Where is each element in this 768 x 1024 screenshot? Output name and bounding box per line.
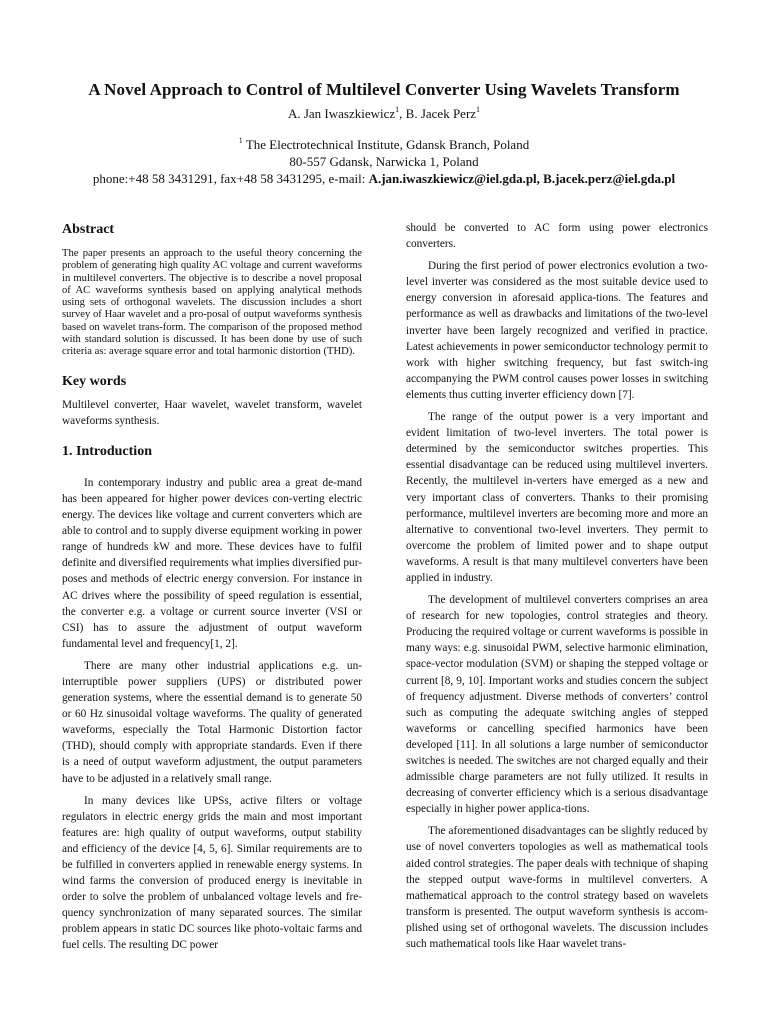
contact-emails: A.jan.iwaszkiewicz@iel.gda.pl, B.jacek.perz@iel.gda.pl [368,171,676,186]
intro-paragraph-5: The range of the output power is a very important and evident limitation of two-level inverters. The total power is determined by the semiconductor switches properties. This essential disadvantage can be reduced using multilevel inverters. Recently, the multilevel in-verters have emerged as a new and very important class of converters. Thanks to their promising performance, multilevel inverters are becoming more and more an alternative to conventional two-level inverters. They permit to overcome the problem of limited power and to shape output waveforms. A result is that many multilevel converters have been applied in industry. [406,411,708,584]
abstract-text: The paper presents an approach to the useful theory concerning the problem of generating high quality AC voltage and current waveforms in multilevel converters. The objective is to describe a novel proposal of AC waveforms synthesis based on applying analytical methods using sets of orthogonal wavelets. The discussion includes a short survey of Haar wavelet and a pro-posal of output waveforms synthesis based on wavelet trans-form. The comparison of the proposed method with standard solution is discussed. It has been done by use of such criteria as: average square error and total harmonic distortion (THD). [62,248,362,358]
keywords-text: Multilevel converter, Haar wavelet, wavelet transform, wavelet waveforms synthesis. [62,398,362,427]
affiliation-address: 80-557 Gdansk, Narwicka 1, Poland [289,154,479,169]
affiliation-block [0,136,768,187]
intro-paragraph-7: The aforementioned disadvantages can be slightly reduced by use of novel converters topologies as well as mathematical tools aided control strategies. The paper deals with technique of shaping the stepped output wave-forms in multilevel converters. A mathematical approach to the control strategy based on wavelets transform is presented. The output waveform synthesis is accom-plished using set of orthogonal wavelets. The discussion includes such mathematical tools like Haar wavelet trans- [406,825,708,951]
affiliation-mark: 1 [476,105,481,114]
introduction-heading: 1. Introduction [62,443,152,459]
contact-line [0,170,768,187]
intro-continuation: should be converted to AC form using power electronics converters. [406,222,708,251]
affiliation-institute: The Electrotechnical Institute, Gdansk Branch, Poland [245,137,530,152]
affiliation-institute-line [0,136,768,153]
abstract-heading: Abstract [62,222,115,237]
contact-phone-fax: phone:+48 58 3431291, fax+48 58 3431295, e-mail: [92,171,369,186]
author-name: A. Jan Iwaszkiewicz [287,106,396,121]
affiliation-mark: 1 [395,105,400,114]
right-column [406,220,708,1024]
intro-paragraph-4: During the first period of power electronics evolution a two-level inverter was considered as the most suitable device used to energy conversion in aforesaid applica-tions. The features and performance as well as drawbacks and limitations of the two-level inverter have been largely recognized and verified in practice. Latest achievements in power semiconductor technology permit to work with higher switching frequency, but fast switch-ing accompanying the PWM control causes power losses in switching elements thus cutting inverter efficiency down [7]. [406,260,708,401]
paper-title: A Novel Approach to Control of Multilevel Converter Using Wavelets Transform [88,80,680,99]
intro-paragraph-6: The development of multilevel converters comprises an area of research for new topologies, control strategies and theory. Producing the required voltage or current waveforms is possible in many ways: e.g. sinusoidal PWM, selective harmonic elimination, space-vector modulation (SVM) or shaping the stepped voltage or current [8, 9, 10]. Important works and studies concern the subject of frequency adjustment. Diverse methods of converters’ control such as computing the adequate switching angles of stepped waveforms or cancelling specified harmonics have been developed [11]. In all solutions a large number of semiconductor switches is needed. The switches are not charged equally and their admissible charge parameters are not fully utilized. It results in decreasing of converter efficiency which is a serious disadvantage especially in higher power applica-tions. [406,594,708,816]
intro-paragraph-2: There are many other industrial applications e.g. un-interruptible power suppliers (UPS) or distributed power generation systems, where the essential demand is to generate 50 or 60 Hz sinusoidal voltage waveforms. The quality of generated waveforms, especially the Total Harmonic Distortion factor (THD), should comply with appropriate standards. Even if there is a need of output waveform adjustment, the output parameters have to be adjusted in a relatively small range. [62,659,362,785]
author-name: B. Jacek Perz [405,106,477,121]
affiliation-mark: 1 [238,136,243,145]
author-separator: , [399,106,406,121]
left-column [62,222,362,1024]
intro-paragraph-1: In contemporary industry and public area a great de-mand has been appeared for higher power devices con-verting electric energy. The devices like voltage and current converters which are able to control and to supply diverse equipment working in power range of hundreds kW and more. These devices have to fulfil definite and diversified requirements what implies diversified pur-poses and methods of electric energy conversion. For instance in AC drives where the possibility of speed regulation is essential, the converter e.g. a voltage or current source inverter (VSI or CSI) has to assure the adjustment of output waveform fundamental level and frequency[1, 2]. [62,476,362,650]
keywords-heading: Key words [62,373,127,389]
author-line [0,106,768,122]
intro-paragraph-3: In many devices like UPSs, active filters or voltage regulators in electric energy grids the main and most important features are: high quality of output waveforms, output stability and efficiency of the device [4, 5, 6]. Similar requirements are to be fulfilled in converters applied in renewable energy systems. In wind farms the conversion of produced energy is inevitable in order to solve the problem of unbalanced voltage levels and fre-quency synchronization of many separated sources. The similar problem appears in static DC sources like photo-voltaic farms and fuel cells. The resulting DC power [62,794,362,952]
